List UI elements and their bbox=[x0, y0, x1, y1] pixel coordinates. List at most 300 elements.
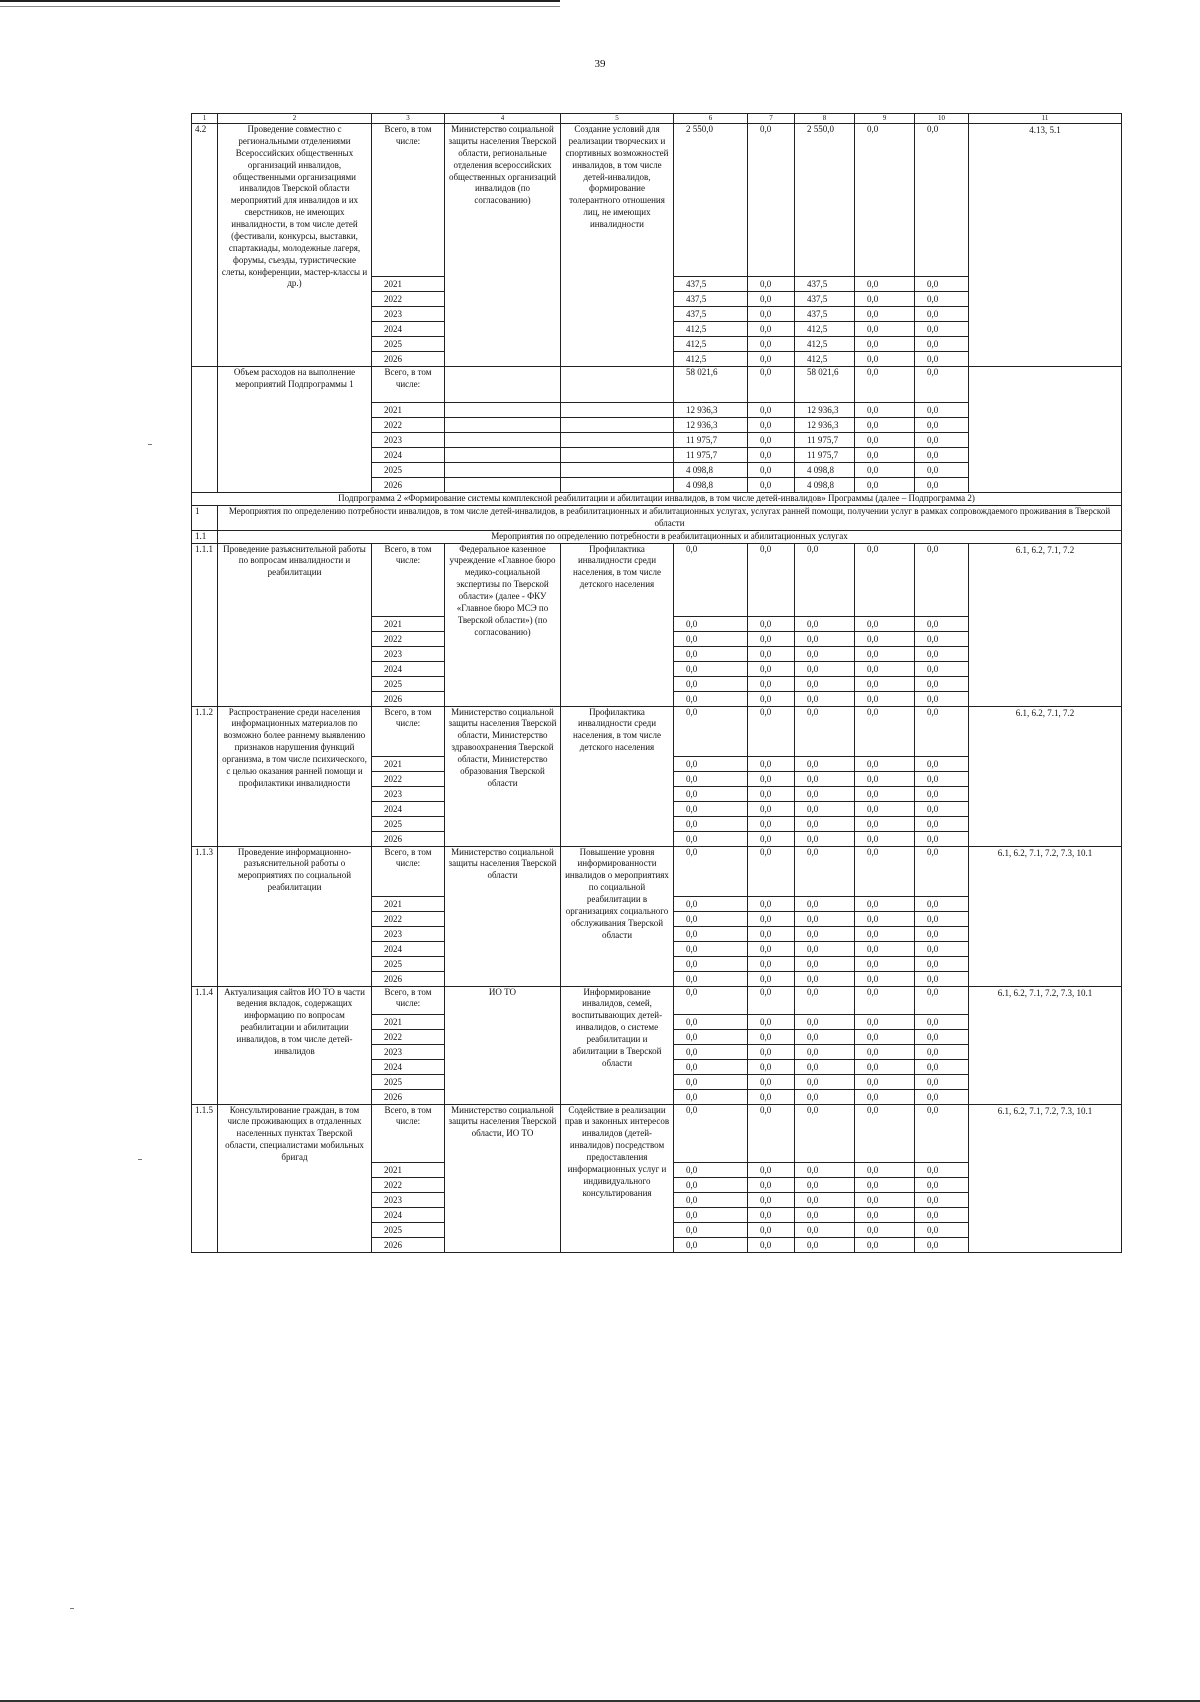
value-cell: 0,0 bbox=[748, 337, 795, 352]
value-cell: 0,0 bbox=[855, 1222, 915, 1237]
value-cell: 0,0 bbox=[674, 691, 748, 706]
year-cell: 2023 bbox=[372, 786, 445, 801]
value-cell: 0,0 bbox=[915, 1162, 969, 1177]
year-cell: 2023 bbox=[372, 433, 445, 448]
indicator-codes: 6.1, 6.2, 7.1, 7.2 bbox=[969, 543, 1122, 706]
row-number: 1.1.2 bbox=[192, 706, 218, 846]
value-cell: 412,5 bbox=[795, 322, 855, 337]
expected-result: Повышение уровня информированности инвалидов о мероприятиях по социальной реабилитации в организациях социального обслуживания Тверской области bbox=[561, 846, 674, 986]
empty-cell bbox=[445, 448, 561, 463]
value-cell: 0,0 bbox=[855, 786, 915, 801]
value-cell: 2 550,0 bbox=[674, 124, 748, 277]
value-cell: 0,0 bbox=[915, 941, 969, 956]
value-cell: 0,0 bbox=[855, 831, 915, 846]
value-cell: 0,0 bbox=[795, 1162, 855, 1177]
value-cell: 0,0 bbox=[855, 661, 915, 676]
value-cell: 0,0 bbox=[748, 1207, 795, 1222]
value-cell: 0,0 bbox=[855, 706, 915, 756]
value-cell: 0,0 bbox=[795, 706, 855, 756]
value-cell: 0,0 bbox=[855, 352, 915, 367]
total-label: Всего, в том числе: bbox=[372, 1104, 445, 1162]
value-cell: 0,0 bbox=[674, 926, 748, 941]
value-cell: 0,0 bbox=[748, 986, 795, 1014]
value-cell: 0,0 bbox=[674, 1044, 748, 1059]
value-cell: 412,5 bbox=[674, 352, 748, 367]
column-header: 9 bbox=[855, 114, 915, 124]
value-cell: 0,0 bbox=[748, 941, 795, 956]
value-cell: 0,0 bbox=[674, 1237, 748, 1252]
scan-mark bbox=[148, 444, 152, 445]
expected-result: Создание условий для реализации творческих и спортивных возможностей инвалидов, в том числе детей-инвалидов, формирование толерантного отношения лиц, не имеющих инвалидности bbox=[561, 124, 674, 367]
value-cell: 0,0 bbox=[855, 846, 915, 896]
table-row bbox=[192, 543, 1122, 616]
value-cell: 0,0 bbox=[674, 1207, 748, 1222]
value-cell: 0,0 bbox=[855, 1074, 915, 1089]
value-cell: 4 098,8 bbox=[674, 478, 748, 493]
value-cell: 0,0 bbox=[674, 846, 748, 896]
value-cell: 0,0 bbox=[855, 1029, 915, 1044]
value-cell: 0,0 bbox=[915, 1059, 969, 1074]
value-cell: 0,0 bbox=[748, 831, 795, 846]
table-row bbox=[192, 846, 1122, 896]
value-cell: 0,0 bbox=[748, 706, 795, 756]
value-cell: 0,0 bbox=[855, 616, 915, 631]
year-cell: 2022 bbox=[372, 631, 445, 646]
value-cell: 0,0 bbox=[915, 801, 969, 816]
value-cell: 0,0 bbox=[795, 1192, 855, 1207]
value-cell: 0,0 bbox=[674, 1089, 748, 1104]
value-cell: 0,0 bbox=[795, 646, 855, 661]
value-cell: 0,0 bbox=[674, 1177, 748, 1192]
executor: Министерство социальной защиты населения Тверской области, региональные отделения всероссийских общественных организаций инвалидов (по согласованию) bbox=[445, 124, 561, 367]
value-cell: 0,0 bbox=[795, 661, 855, 676]
value-cell: 0,0 bbox=[855, 971, 915, 986]
value-cell: 0,0 bbox=[795, 801, 855, 816]
value-cell: 0,0 bbox=[855, 691, 915, 706]
empty-cell bbox=[561, 478, 674, 493]
value-cell: 0,0 bbox=[915, 352, 969, 367]
executor: Министерство социальной защиты населения Тверской области, ИО ТО bbox=[445, 1104, 561, 1252]
empty-cell bbox=[561, 448, 674, 463]
total-label: Всего, в том числе: bbox=[372, 543, 445, 616]
total-label: Всего, в том числе: bbox=[372, 124, 445, 277]
value-cell: 12 936,3 bbox=[795, 418, 855, 433]
value-cell: 0,0 bbox=[674, 631, 748, 646]
value-cell: 0,0 bbox=[855, 1177, 915, 1192]
value-cell: 0,0 bbox=[748, 1074, 795, 1089]
column-header: 1 bbox=[192, 114, 218, 124]
row-number: 1.1 bbox=[192, 530, 218, 543]
value-cell: 0,0 bbox=[855, 307, 915, 322]
table-row bbox=[192, 124, 1122, 277]
value-cell: 0,0 bbox=[915, 986, 969, 1014]
value-cell: 0,0 bbox=[674, 661, 748, 676]
value-cell: 0,0 bbox=[915, 771, 969, 786]
value-cell: 0,0 bbox=[748, 786, 795, 801]
value-cell: 0,0 bbox=[795, 786, 855, 801]
indicator-codes: 6.1, 6.2, 7.1, 7.2 bbox=[969, 706, 1122, 846]
value-cell: 437,5 bbox=[795, 307, 855, 322]
value-cell: 0,0 bbox=[674, 676, 748, 691]
column-header: 7 bbox=[748, 114, 795, 124]
year-cell: 2024 bbox=[372, 941, 445, 956]
value-cell: 0,0 bbox=[855, 1162, 915, 1177]
year-cell: 2023 bbox=[372, 307, 445, 322]
value-cell: 0,0 bbox=[748, 1104, 795, 1162]
value-cell: 0,0 bbox=[748, 801, 795, 816]
value-cell: 0,0 bbox=[915, 956, 969, 971]
year-cell: 2023 bbox=[372, 926, 445, 941]
value-cell: 0,0 bbox=[915, 1074, 969, 1089]
value-cell: 12 936,3 bbox=[674, 418, 748, 433]
value-cell: 0,0 bbox=[748, 1237, 795, 1252]
value-cell: 0,0 bbox=[915, 661, 969, 676]
value-cell: 0,0 bbox=[795, 1222, 855, 1237]
value-cell: 0,0 bbox=[674, 816, 748, 831]
value-cell: 0,0 bbox=[795, 986, 855, 1014]
value-cell: 0,0 bbox=[674, 706, 748, 756]
value-cell: 0,0 bbox=[915, 463, 969, 478]
value-cell: 0,0 bbox=[748, 433, 795, 448]
section-row bbox=[192, 530, 1122, 543]
value-cell: 0,0 bbox=[674, 801, 748, 816]
year-cell: 2024 bbox=[372, 1207, 445, 1222]
value-cell: 0,0 bbox=[855, 1104, 915, 1162]
value-cell: 0,0 bbox=[855, 896, 915, 911]
value-cell: 2 550,0 bbox=[795, 124, 855, 277]
value-cell: 0,0 bbox=[855, 956, 915, 971]
value-cell: 11 975,7 bbox=[674, 433, 748, 448]
value-cell: 0,0 bbox=[748, 956, 795, 971]
value-cell: 0,0 bbox=[915, 896, 969, 911]
table-row bbox=[192, 706, 1122, 756]
value-cell: 11 975,7 bbox=[795, 448, 855, 463]
column-header: 3 bbox=[372, 114, 445, 124]
empty-cell bbox=[561, 367, 674, 403]
value-cell: 0,0 bbox=[795, 631, 855, 646]
value-cell: 4 098,8 bbox=[795, 478, 855, 493]
value-cell: 0,0 bbox=[748, 403, 795, 418]
row-number: 1.1.1 bbox=[192, 543, 218, 706]
value-cell: 0,0 bbox=[915, 1177, 969, 1192]
measure-name: Проведение информационно-разъяснительной работы о мероприятиях по социальной реабилитации bbox=[218, 846, 372, 986]
expected-result: Содействие в реализации прав и законных интересов инвалидов (детей-инвалидов) посредством предоставления информационных услуг и индивидуального консультирования bbox=[561, 1104, 674, 1252]
value-cell: 0,0 bbox=[855, 756, 915, 771]
value-cell: 0,0 bbox=[915, 1192, 969, 1207]
value-cell: 0,0 bbox=[915, 646, 969, 661]
value-cell: 0,0 bbox=[795, 1029, 855, 1044]
value-cell: 0,0 bbox=[795, 1059, 855, 1074]
value-cell: 0,0 bbox=[748, 756, 795, 771]
year-cell: 2026 bbox=[372, 1237, 445, 1252]
program-table bbox=[191, 113, 1122, 1253]
value-cell: 0,0 bbox=[748, 1014, 795, 1029]
value-cell: 0,0 bbox=[915, 676, 969, 691]
value-cell: 0,0 bbox=[855, 433, 915, 448]
empty-cell bbox=[561, 418, 674, 433]
value-cell: 0,0 bbox=[748, 1177, 795, 1192]
value-cell: 0,0 bbox=[795, 543, 855, 616]
value-cell: 0,0 bbox=[855, 543, 915, 616]
value-cell: 0,0 bbox=[855, 926, 915, 941]
empty-cell bbox=[192, 367, 218, 493]
year-cell: 2022 bbox=[372, 771, 445, 786]
value-cell: 0,0 bbox=[915, 277, 969, 292]
value-cell: 0,0 bbox=[674, 1192, 748, 1207]
value-cell: 0,0 bbox=[915, 292, 969, 307]
value-cell: 0,0 bbox=[674, 911, 748, 926]
value-cell: 0,0 bbox=[748, 418, 795, 433]
value-cell: 0,0 bbox=[748, 1222, 795, 1237]
value-cell: 0,0 bbox=[674, 986, 748, 1014]
empty-cell bbox=[561, 403, 674, 418]
year-cell: 2026 bbox=[372, 831, 445, 846]
value-cell: 0,0 bbox=[795, 956, 855, 971]
value-cell: 0,0 bbox=[855, 941, 915, 956]
value-cell: 0,0 bbox=[674, 1162, 748, 1177]
value-cell: 0,0 bbox=[855, 986, 915, 1014]
year-cell: 2025 bbox=[372, 1222, 445, 1237]
executor: Федеральное казенное учреждение «Главное бюро медико-социальной экспертизы по Тверской области» (далее - ФКУ «Главное бюро МСЭ по Тверской области») (по согласованию) bbox=[445, 543, 561, 706]
value-cell: 11 975,7 bbox=[795, 433, 855, 448]
year-cell: 2022 bbox=[372, 1029, 445, 1044]
value-cell: 0,0 bbox=[795, 911, 855, 926]
value-cell: 0,0 bbox=[855, 418, 915, 433]
value-cell: 0,0 bbox=[855, 801, 915, 816]
value-cell: 0,0 bbox=[748, 1192, 795, 1207]
value-cell: 0,0 bbox=[795, 1104, 855, 1162]
value-cell: 0,0 bbox=[748, 771, 795, 786]
value-cell: 0,0 bbox=[915, 124, 969, 277]
value-cell: 0,0 bbox=[674, 1029, 748, 1044]
value-cell: 0,0 bbox=[748, 1029, 795, 1044]
value-cell: 0,0 bbox=[795, 676, 855, 691]
value-cell: 0,0 bbox=[674, 1014, 748, 1029]
value-cell: 0,0 bbox=[748, 1089, 795, 1104]
year-cell: 2025 bbox=[372, 1074, 445, 1089]
value-cell: 0,0 bbox=[748, 367, 795, 403]
value-cell: 0,0 bbox=[795, 691, 855, 706]
value-cell: 0,0 bbox=[915, 691, 969, 706]
year-cell: 2026 bbox=[372, 691, 445, 706]
value-cell: 0,0 bbox=[674, 831, 748, 846]
value-cell: 0,0 bbox=[748, 1162, 795, 1177]
value-cell: 0,0 bbox=[748, 661, 795, 676]
value-cell: 0,0 bbox=[748, 846, 795, 896]
value-cell: 0,0 bbox=[915, 631, 969, 646]
value-cell: 0,0 bbox=[915, 1089, 969, 1104]
value-cell: 0,0 bbox=[748, 691, 795, 706]
total-label: Всего, в том числе: bbox=[372, 986, 445, 1014]
value-cell: 437,5 bbox=[795, 277, 855, 292]
column-header: 4 bbox=[445, 114, 561, 124]
value-cell: 0,0 bbox=[795, 1177, 855, 1192]
scan-edge-line bbox=[0, 0, 560, 2]
value-cell: 0,0 bbox=[855, 816, 915, 831]
total-label: Всего, в том числе: bbox=[372, 367, 445, 403]
value-cell: 0,0 bbox=[795, 1044, 855, 1059]
value-cell: 0,0 bbox=[915, 1207, 969, 1222]
scan-edge-line bbox=[0, 6, 560, 7]
value-cell: 58 021,6 bbox=[795, 367, 855, 403]
value-cell: 0,0 bbox=[795, 1089, 855, 1104]
value-cell: 0,0 bbox=[795, 1074, 855, 1089]
value-cell: 0,0 bbox=[748, 1059, 795, 1074]
value-cell: 0,0 bbox=[855, 124, 915, 277]
section-row bbox=[192, 505, 1122, 530]
volume-name: Объем расходов на выполнение мероприятий Подпрограммы 1 bbox=[218, 367, 372, 493]
value-cell: 12 936,3 bbox=[674, 403, 748, 418]
row-number: 1.1.5 bbox=[192, 1104, 218, 1252]
year-cell: 2021 bbox=[372, 756, 445, 771]
value-cell: 0,0 bbox=[915, 433, 969, 448]
row-number: 1.1.4 bbox=[192, 986, 218, 1104]
year-cell: 2025 bbox=[372, 816, 445, 831]
value-cell: 0,0 bbox=[674, 646, 748, 661]
indicator-codes: 4.13, 5.1 bbox=[969, 124, 1122, 367]
value-cell: 0,0 bbox=[915, 403, 969, 418]
value-cell: 0,0 bbox=[915, 756, 969, 771]
value-cell: 0,0 bbox=[915, 846, 969, 896]
value-cell: 0,0 bbox=[748, 926, 795, 941]
value-cell: 0,0 bbox=[674, 616, 748, 631]
empty-cell bbox=[445, 478, 561, 493]
value-cell: 0,0 bbox=[915, 971, 969, 986]
value-cell: 0,0 bbox=[748, 911, 795, 926]
value-cell: 0,0 bbox=[674, 1222, 748, 1237]
value-cell: 0,0 bbox=[915, 543, 969, 616]
value-cell: 0,0 bbox=[795, 896, 855, 911]
value-cell: 0,0 bbox=[915, 1014, 969, 1029]
indicator-codes: 6.1, 6.2, 7.1, 7.2, 7.3, 10.1 bbox=[969, 846, 1122, 986]
value-cell: 0,0 bbox=[915, 1104, 969, 1162]
value-cell: 0,0 bbox=[748, 616, 795, 631]
value-cell: 0,0 bbox=[674, 771, 748, 786]
value-cell: 0,0 bbox=[855, 646, 915, 661]
value-cell: 0,0 bbox=[674, 941, 748, 956]
value-cell: 0,0 bbox=[674, 971, 748, 986]
total-label: Всего, в том числе: bbox=[372, 846, 445, 896]
value-cell: 12 936,3 bbox=[795, 403, 855, 418]
value-cell: 0,0 bbox=[748, 816, 795, 831]
value-cell: 4 098,8 bbox=[795, 463, 855, 478]
year-cell: 2024 bbox=[372, 1059, 445, 1074]
value-cell: 0,0 bbox=[855, 403, 915, 418]
value-cell: 0,0 bbox=[674, 1104, 748, 1162]
column-header: 10 bbox=[915, 114, 969, 124]
value-cell: 0,0 bbox=[855, 1089, 915, 1104]
year-cell: 2022 bbox=[372, 911, 445, 926]
value-cell: 0,0 bbox=[915, 831, 969, 846]
year-cell: 2024 bbox=[372, 661, 445, 676]
year-cell: 2026 bbox=[372, 971, 445, 986]
year-cell: 2023 bbox=[372, 646, 445, 661]
column-header: 2 bbox=[218, 114, 372, 124]
value-cell: 0,0 bbox=[915, 926, 969, 941]
value-cell: 0,0 bbox=[795, 1237, 855, 1252]
year-cell: 2022 bbox=[372, 418, 445, 433]
scan-mark bbox=[70, 1608, 74, 1609]
value-cell: 0,0 bbox=[855, 1237, 915, 1252]
value-cell: 0,0 bbox=[795, 941, 855, 956]
table-row bbox=[192, 1104, 1122, 1162]
value-cell: 412,5 bbox=[674, 322, 748, 337]
value-cell: 0,0 bbox=[855, 448, 915, 463]
value-cell: 0,0 bbox=[748, 1044, 795, 1059]
value-cell: 0,0 bbox=[748, 478, 795, 493]
value-cell: 0,0 bbox=[674, 956, 748, 971]
value-cell: 0,0 bbox=[795, 1207, 855, 1222]
column-header: 5 bbox=[561, 114, 674, 124]
year-cell: 2021 bbox=[372, 1162, 445, 1177]
value-cell: 0,0 bbox=[795, 616, 855, 631]
value-cell: 58 021,6 bbox=[674, 367, 748, 403]
indicator-codes: 6.1, 6.2, 7.1, 7.2, 7.3, 10.1 bbox=[969, 1104, 1122, 1252]
year-cell: 2023 bbox=[372, 1044, 445, 1059]
subprogram-title: Подпрограмма 2 «Формирование системы комплексной реабилитации и абилитации инвалидов, в том числе детей-инвалидов» Программы (далее – Подпрограмма 2) bbox=[192, 493, 1122, 506]
value-cell: 0,0 bbox=[915, 706, 969, 756]
year-cell: 2024 bbox=[372, 322, 445, 337]
value-cell: 0,0 bbox=[915, 1029, 969, 1044]
empty-cell bbox=[445, 367, 561, 403]
value-cell: 0,0 bbox=[855, 277, 915, 292]
value-cell: 0,0 bbox=[795, 816, 855, 831]
value-cell: 0,0 bbox=[674, 896, 748, 911]
value-cell: 0,0 bbox=[855, 478, 915, 493]
value-cell: 412,5 bbox=[674, 337, 748, 352]
year-cell: 2026 bbox=[372, 1089, 445, 1104]
year-cell: 2021 bbox=[372, 277, 445, 292]
task-title: Мероприятия по определению потребности инвалидов, в том числе детей-инвалидов, в реабилитационных и абилитационных услугах, услугах ранней помощи, получении услуг в рамках сопровождаемого проживания в Тверской области bbox=[218, 505, 1122, 530]
year-cell: 2025 bbox=[372, 676, 445, 691]
value-cell: 0,0 bbox=[855, 1044, 915, 1059]
value-cell: 0,0 bbox=[748, 352, 795, 367]
year-cell: 2025 bbox=[372, 956, 445, 971]
value-cell: 0,0 bbox=[674, 1074, 748, 1089]
year-cell: 2021 bbox=[372, 1014, 445, 1029]
year-cell: 2026 bbox=[372, 478, 445, 493]
column-header: 8 bbox=[795, 114, 855, 124]
value-cell: 0,0 bbox=[748, 307, 795, 322]
value-cell: 437,5 bbox=[795, 292, 855, 307]
value-cell: 0,0 bbox=[674, 1059, 748, 1074]
value-cell: 0,0 bbox=[855, 1192, 915, 1207]
year-cell: 2022 bbox=[372, 1177, 445, 1192]
value-cell: 0,0 bbox=[855, 292, 915, 307]
empty-cell bbox=[445, 403, 561, 418]
value-cell: 0,0 bbox=[748, 971, 795, 986]
value-cell: 437,5 bbox=[674, 292, 748, 307]
page-number: 39 bbox=[594, 58, 606, 70]
row-number: 4.2 bbox=[192, 124, 218, 367]
value-cell: 0,0 bbox=[795, 846, 855, 896]
value-cell: 0,0 bbox=[748, 277, 795, 292]
value-cell: 0,0 bbox=[795, 926, 855, 941]
value-cell: 0,0 bbox=[855, 337, 915, 352]
year-cell: 2022 bbox=[372, 292, 445, 307]
value-cell: 0,0 bbox=[915, 307, 969, 322]
table-row bbox=[192, 986, 1122, 1014]
scan-mark bbox=[138, 1159, 142, 1160]
value-cell: 0,0 bbox=[915, 816, 969, 831]
value-cell: 0,0 bbox=[855, 631, 915, 646]
value-cell: 0,0 bbox=[748, 631, 795, 646]
row-number: 1.1.3 bbox=[192, 846, 218, 986]
section-row bbox=[192, 493, 1122, 506]
value-cell: 0,0 bbox=[915, 478, 969, 493]
row-number: 1 bbox=[192, 505, 218, 530]
empty-cell bbox=[445, 433, 561, 448]
